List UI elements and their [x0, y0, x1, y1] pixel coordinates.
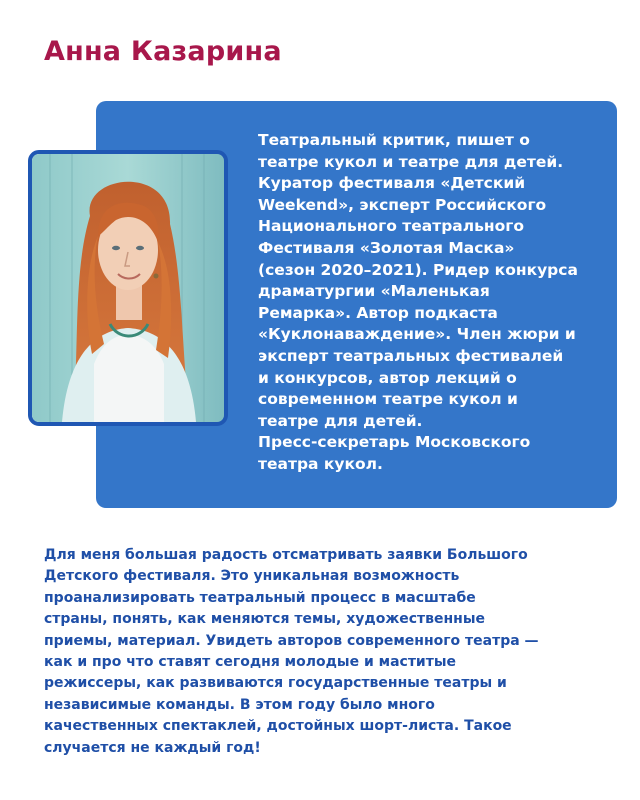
quote-text: Для меня большая радость отсматривать заявки Большого Детского фестиваля. Это уникальная возможность проанализировать театральный процесс в масштабе страны, понять, как меняются темы, художественные приемы, материал. Увидеть авторов современного театра — как и про что ставят сегодня молодые и маститые режиссеры, как развиваются государственные театры и независимые команды. В этом году было много качественных спектаклей, достойных шорт-листа. Такое случается не каждый год!: [44, 547, 539, 756]
person-name: Анна Казарина: [44, 36, 282, 67]
bio-text: Театральный критик, пишет о театре кукол и театре для детей. Куратор фестиваля «Детский Weekend», эксперт Российского Национального театрального Фестиваля «Золотая Маска» (сезон 2020–2021). Ридер конкурса драматургии «Маленькая Ремарка». Автор подкаста «Куклонаваждение». Член жюри и эксперт театральных фестивалей и конкурсов, автор лекций о современном театре кукол и театре для детей. Пресс-секретарь Московского театра кукол.: [258, 131, 578, 473]
portrait-illustration: [32, 154, 224, 422]
portrait-photo: [28, 150, 228, 426]
